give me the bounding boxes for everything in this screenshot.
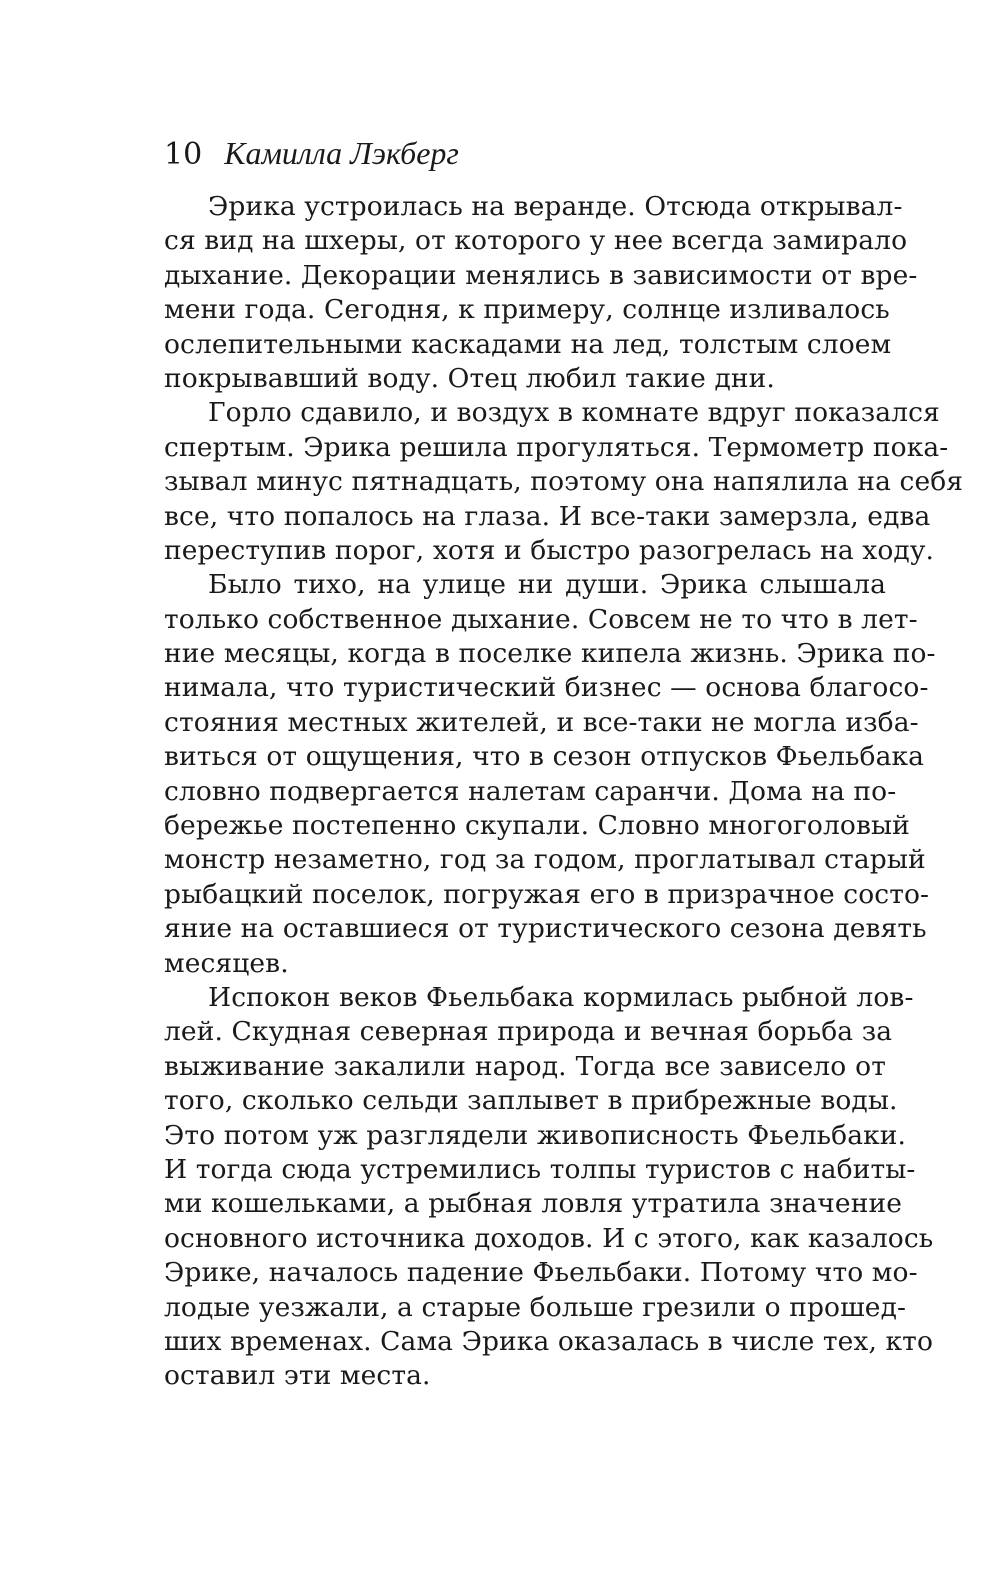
text-line: словно подвергается налетам саранчи. Дома на по- [164,775,897,807]
author-name: Камилла Лэкберг [224,135,459,171]
text-line: только собственное дыхание. Совсем не то что в лет- [164,603,918,635]
text-line: рыбацкий поселок, погружая его в призрачное состо- [164,878,930,910]
paragraph-4 [164,981,934,1394]
text-line: ослепительными каскадами на лед, толстым слоем [164,328,892,360]
running-head [164,130,886,176]
text-line: спертым. Эрика решила прогуляться. Термометр пока- [164,431,949,463]
text-line: основного источника доходов. И с этого, как казалось [164,1222,934,1254]
text-line: ние месяцы, когда в поселке кипела жизнь. Эрика по- [164,638,936,670]
text-line: того, сколько сельди заплывет в прибрежные воды. [164,1085,898,1117]
text-line: Это потом уж разглядели живописность Фьельбаки. [164,1119,907,1151]
text-line: нимала, что туристический бизнес — основа благосо- [164,672,929,704]
text-line: бережье постепенно скупали. Словно многоголовый [164,810,910,842]
text-line: ми кошельками, а рыбная ловля утратила значение [164,1188,903,1220]
text-line: зывал минус пятнадцать, поэтому она напялила на себя [164,466,964,498]
body-text [164,190,964,1394]
text-line: все, что попалось на глаза. И все-таки замерзла, едва [164,500,931,532]
text-line: Эрике, началось падение Фьельбаки. Потому что мо- [164,1257,918,1289]
text-line: лодые уезжали, а старые больше грезили о прошед- [164,1291,907,1323]
text-line: ших временах. Сама Эрика оказалась в числе тех, кто [164,1325,933,1357]
text-line: мени года. Сегодня, к примеру, солнце изливалось [164,294,890,326]
text-line: переступив порог, хотя и быстро разогрелась на ходу. [164,534,935,566]
text-line: Было тихо, на улице ни души. Эрика слышала [208,569,886,601]
text-line: покрывавший воду. Отец любил такие дни. [164,362,775,394]
text-line: ся вид на шхеры, от которого у нее всегда замирало [164,225,908,257]
text-line: виться от ощущения, что в сезон отпусков Фьельбака [164,741,925,773]
text-line: дыхание. Декорации менялись в зависимости от вре- [164,259,918,291]
text-line: стояния местных жителей, и все-таки не могла изба- [164,706,919,738]
paragraph-3 [164,568,936,981]
text-line: месяцев. [164,947,289,979]
page-number: 10 [164,137,203,172]
text-line: Эрика устроилась на веранде. Отсюда открывал- [208,191,903,222]
text-line: Горло сдавило, и воздух в комнате вдруг показался [208,397,940,429]
text-line: монстр незаметно, год за годом, проглатывал старый [164,844,926,876]
text-line: выживание закалили народ. Тогда все зависело от [164,1050,886,1082]
text-line: И тогда сюда устремились толпы туристов с набиты- [164,1153,916,1185]
text-line: оставил эти места. [164,1360,431,1392]
text-line: лей. Скудная северная природа и вечная борьба за [164,1016,893,1048]
book-page [164,130,964,1394]
paragraph-2 [164,396,964,568]
text-line: яние на оставшиеся от туристического сезона девять [164,913,927,945]
paragraph-1 [164,190,918,396]
text-line: Испокон веков Фьельбака кормилась рыбной лов- [208,981,914,1013]
